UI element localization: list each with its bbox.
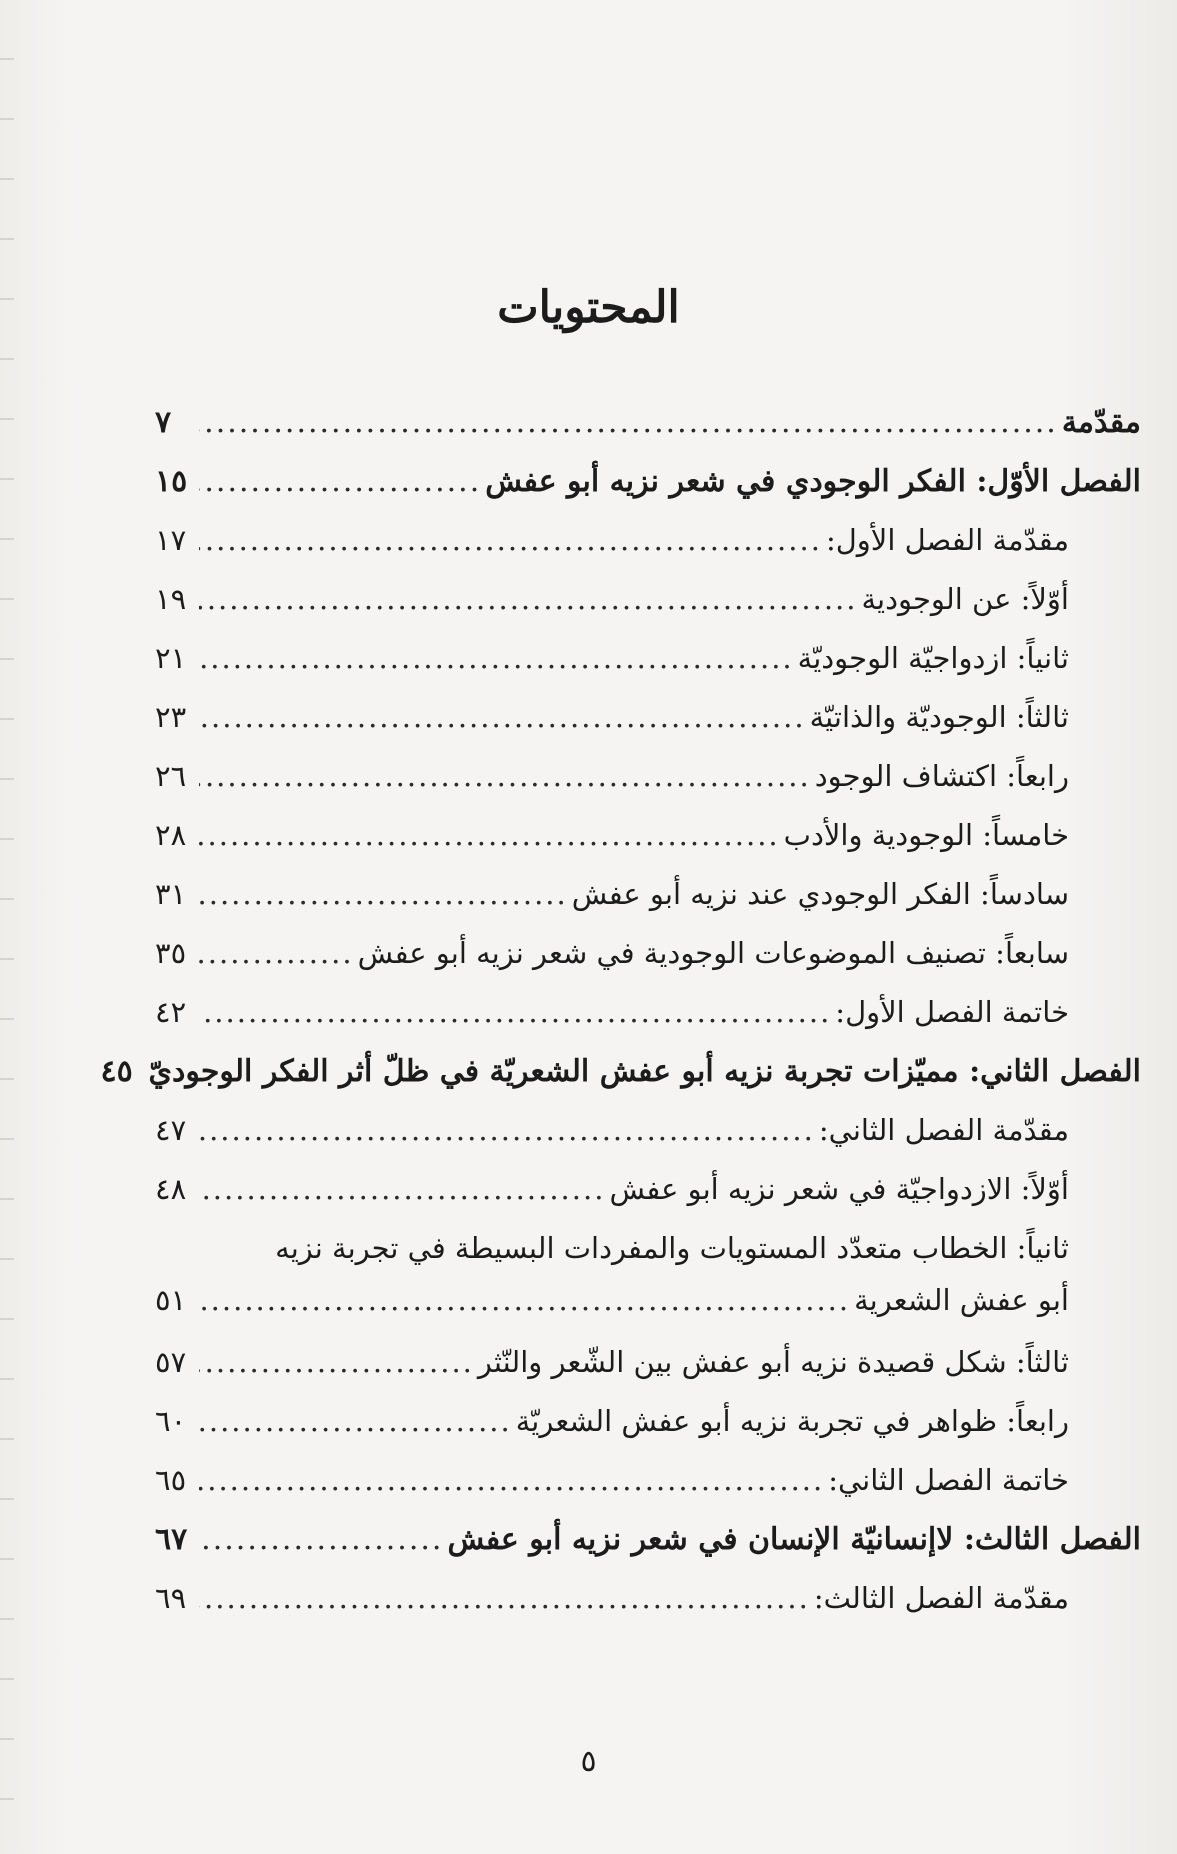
toc-entry (155, 1283, 1141, 1345)
toc-page-number: ٢١ (155, 641, 187, 675)
toc-entry (155, 1172, 1141, 1231)
toc-chapter-entry (100, 1054, 1141, 1113)
toc-page-number: ٢٦ (155, 759, 187, 793)
dot-leader (199, 1522, 443, 1557)
dot-leader (199, 641, 794, 675)
toc-page-number: ٢٣ (155, 700, 187, 734)
dot-leader (199, 582, 857, 616)
toc-entry-label: رابعاً: اكتشاف الوجود (814, 759, 1069, 793)
toc-page-number: ٤٧ (155, 1113, 187, 1147)
dot-leader (199, 464, 481, 499)
toc-entry-label: خاتمة الفصل الثاني: (828, 1463, 1069, 1497)
toc-chapter-entry (155, 405, 1141, 464)
toc-entry (155, 582, 1141, 641)
toc-entry-label: الفصل الثاني: مميّزات تجربة نزيه أبو عفش الشعريّة في ظلّ أثر الفكر الوجوديّ (148, 1054, 1141, 1089)
dot-leader (199, 877, 568, 911)
dot-leader (199, 1283, 850, 1317)
toc-entry-label: مقدّمة الفصل الأول: (825, 523, 1069, 557)
dot-leader (199, 1345, 474, 1379)
toc-entry-label: خاتمة الفصل الأول: (835, 995, 1069, 1029)
toc-entry-label: سادساً: الفكر الوجودي عند نزيه أبو عفش (571, 877, 1069, 911)
toc-page-number: ٥١ (155, 1283, 187, 1317)
toc-entry-label: مقدّمة (1061, 405, 1141, 440)
toc-entry-label: رابعاً: ظواهر في تجربة نزيه أبو عفش الشعريّة (515, 1404, 1069, 1438)
toc-entry (155, 700, 1141, 759)
toc-entry-label: مقدّمة الفصل الثالث: (813, 1581, 1069, 1615)
toc-entry-label: أوّلاً: عن الوجودية (861, 582, 1069, 616)
table-of-contents (100, 405, 1141, 1640)
toc-page-number: ٦٠ (155, 1404, 187, 1438)
dot-leader (199, 1581, 810, 1615)
toc-page-number: ٣١ (155, 877, 187, 911)
toc-page-number: ١٧ (155, 523, 187, 557)
toc-page-number: ٢٨ (155, 818, 187, 852)
page-number: ٥ (580, 1744, 597, 1779)
toc-entry-label: أبو عفش الشعرية (854, 1283, 1069, 1317)
toc-entry (155, 523, 1141, 582)
toc-entry-label: أوّلاً: الازدواجيّة في شعر نزيه أبو عفش (609, 1172, 1069, 1206)
page-title: المحتويات (497, 282, 680, 333)
dot-leader (199, 936, 354, 970)
toc-entry (155, 1581, 1141, 1640)
toc-page-number: ٤٨ (155, 1172, 187, 1206)
toc-entry-label: الفصل الأوّل: الفكر الوجودي في شعر نزيه أبو عفش (485, 464, 1141, 499)
dot-leader (199, 405, 1058, 440)
dot-leader (199, 759, 811, 793)
toc-page-number: ٣٥ (155, 936, 187, 970)
toc-entry (155, 936, 1141, 995)
toc-page-number: ٦٥ (155, 1463, 187, 1497)
toc-page-number: ٦٩ (155, 1581, 187, 1615)
toc-entry-label: خامساً: الوجودية والأدب (783, 818, 1069, 852)
binding-edge (0, 0, 14, 1854)
toc-page-number: ٤٢ (155, 995, 187, 1029)
toc-page-number: ١٩ (155, 582, 187, 616)
toc-entry-label: ثالثاً: الوجوديّة والذاتيّة (809, 700, 1069, 734)
toc-entry-label: سابعاً: تصنيف الموضوعات الوجودية في شعر نزيه أبو عفش (357, 936, 1069, 970)
dot-leader (199, 1113, 815, 1147)
toc-entry (155, 877, 1141, 936)
dot-leader (199, 1404, 512, 1438)
toc-page-number: ٥٧ (155, 1345, 187, 1379)
toc-entry (155, 1345, 1141, 1404)
toc-chapter-entry (155, 1522, 1141, 1581)
toc-entry (155, 1463, 1141, 1522)
toc-entry (155, 1113, 1141, 1172)
toc-page-number: ٦٧ (155, 1522, 188, 1557)
toc-entry (155, 759, 1141, 818)
toc-page-number: ٧ (155, 405, 172, 440)
toc-page-number: ٤٥ (100, 1054, 133, 1089)
toc-entry (155, 995, 1141, 1054)
toc-chapter-entry (155, 464, 1141, 523)
toc-entry-label: ثانياً: ازدواجيّة الوجوديّة (797, 641, 1069, 675)
toc-page-number: ١٥ (155, 464, 188, 499)
dot-leader (199, 995, 831, 1029)
dot-leader (199, 818, 780, 852)
toc-entry-label: ثانياً: الخطاب متعدّد المستويات والمفردات البسيطة في تجربة نزيه (275, 1231, 1069, 1265)
toc-entry (155, 818, 1141, 877)
toc-entry-label: الفصل الثالث: لاإنسانيّة الإنسان في شعر نزيه أبو عفش (447, 1522, 1141, 1557)
dot-leader (199, 523, 822, 557)
dot-leader (199, 1463, 824, 1497)
toc-entry (155, 641, 1141, 700)
toc-entry (155, 1231, 1141, 1283)
dot-leader (199, 700, 806, 734)
dot-leader (199, 1172, 605, 1206)
toc-entry-label: ثالثاً: شكل قصيدة نزيه أبو عفش بين الشّعر والنّثر (477, 1345, 1069, 1379)
toc-entry (155, 1404, 1141, 1463)
toc-entry-label: مقدّمة الفصل الثاني: (818, 1113, 1069, 1147)
